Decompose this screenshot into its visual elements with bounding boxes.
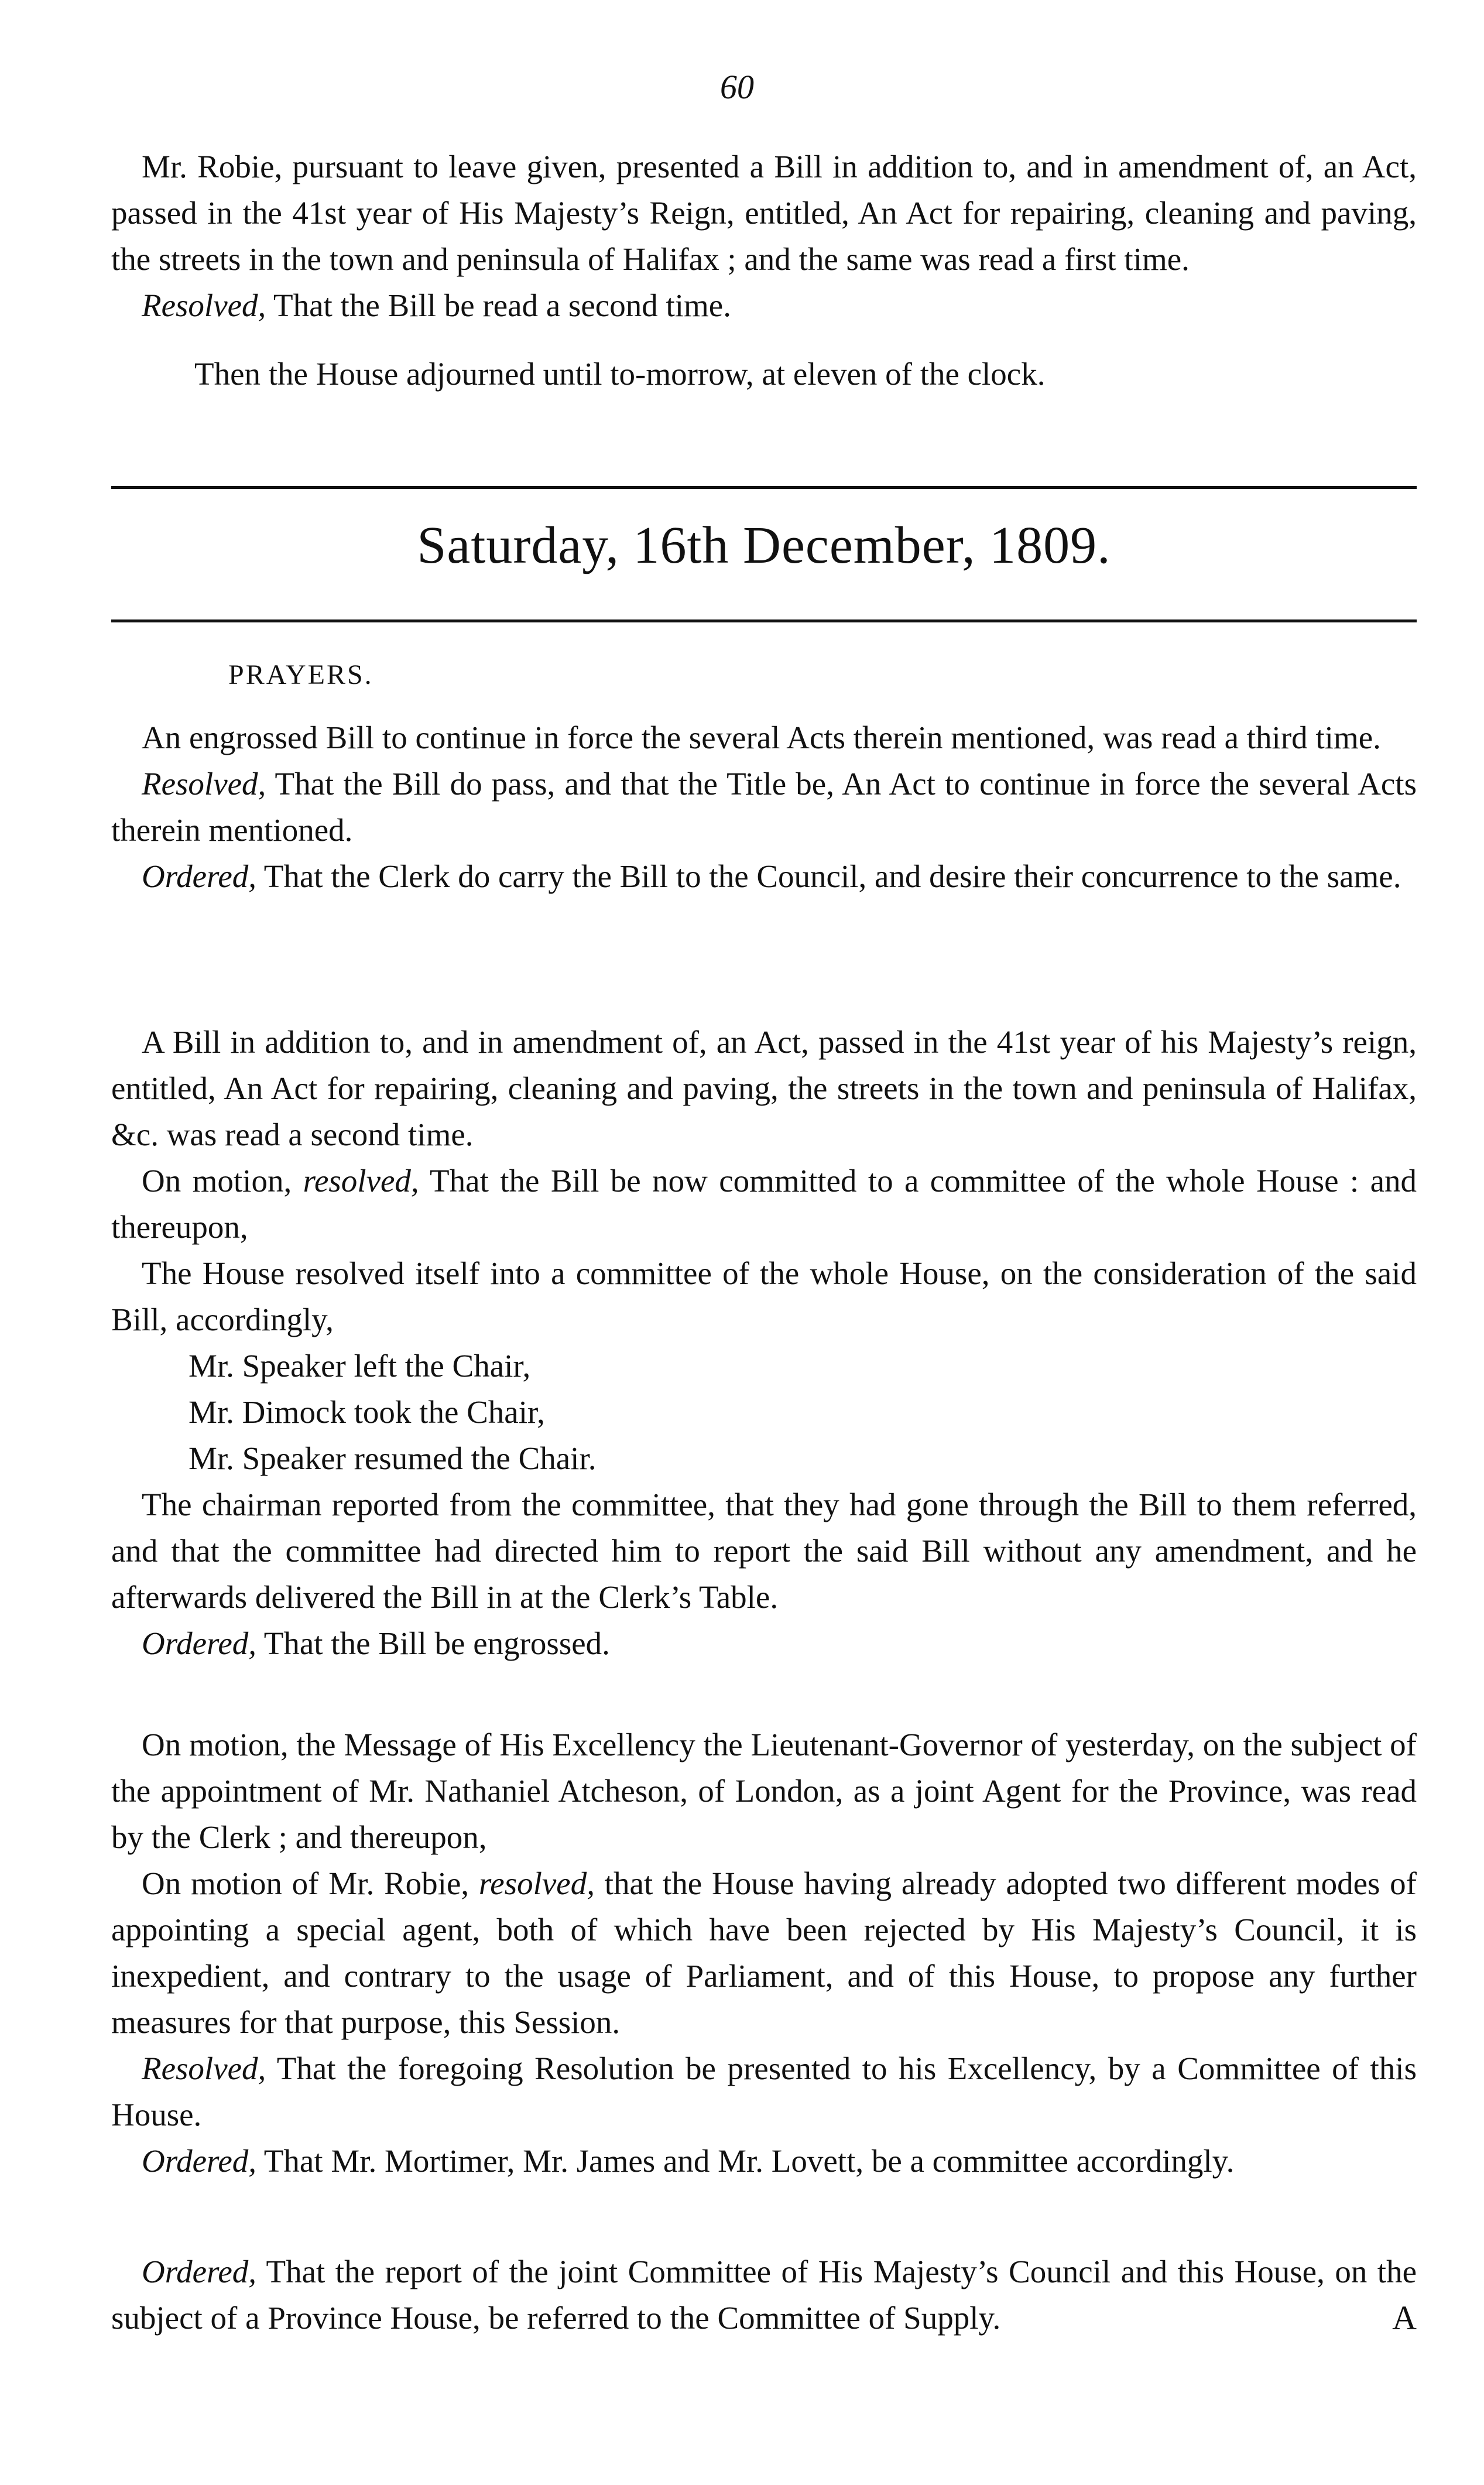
paragraph-bill-presented: Mr. Robie, pursuant to leave given, presented a Bill in addition to, and in amendment of, an Act, passed in the 41st year of His Majesty’s Reign, entitled, An Act for repairing, cleaning and paving, the streets in the town and peninsula of Halifax ; and the same was read a first time. [111,149,1417,277]
paragraph-message-agent: On motion, the Message of His Excellency the Lieutenant-Governor of yesterday, on the subject of the appointment of Mr. Nathaniel Atcheson, of London, as a joint Agent for the Province, was read by the Clerk ; and thereupon, [111,1727,1417,1855]
paragraph-chairman-reported: The chairman reported from the committee, that they had gone through the Bill to them referred, and that the committee had directed him to report the said Bill without any amendment, and he afterwards delivered the Bill in at the Clerk’s Table. [111,1487,1417,1615]
paragraph-ordered-province-house [111,2248,1417,2341]
resolved-label: resolved, [303,1163,419,1199]
paragraph-ordered-engrossed [111,1620,1417,1666]
motion-prefix: On motion, [142,1163,303,1199]
resolved-text: That the Bill do pass, and that the Title be, An Act to continue in force the several Acts therein mentioned. [111,766,1417,848]
ordered-label: Ordered, [142,2143,257,2179]
bottom-divider-rule [111,619,1417,622]
paragraph-engrossed-bill: An engrossed Bill to continue in force the several Acts therein mentioned, was read a third time. [142,720,1381,755]
ordered-text: That the Bill be engrossed. [256,1625,610,1661]
paragraph-resolved-second-reading [111,282,1417,328]
proceedings-block-1 [111,143,1417,397]
paragraph-ordered-committee [111,2138,1417,2184]
catchword: A [1392,2299,1417,2337]
prayers-heading: PRAYERS. [228,659,373,690]
proceedings-block-2 [111,714,1417,899]
paragraph-resolved-pass [111,761,1417,853]
proceedings-block-3 [111,1019,1417,1666]
resolved-label: resolved, [478,1866,595,1901]
resolved-text: that the House having already adopted two different modes of appointing a special agent, both of which have been rejected by His Majesty’s Council, it is inexpedient, and contrary to the usage of Parliament, and of this House, to propose any further measures for that purpose, this Session. [111,1866,1417,2040]
ordered-text: That Mr. Mortimer, Mr. James and Mr. Lovett, be a committee accordingly. [256,2143,1235,2179]
line-speaker-resumed: Mr. Speaker resumed the Chair. [189,1440,597,1476]
paragraph-resolved-presented [111,2045,1417,2138]
proceedings-block-4 [111,1721,1417,2184]
line-dimock-took: Mr. Dimock took the Chair, [189,1394,545,1430]
resolved-label: Resolved, [142,287,266,323]
paragraph-bill-second-reading: A Bill in addition to, and in amendment of, an Act, passed in the 41st year of his Majesty’s reign, entitled, An Act for repairing, cleaning and paving, the streets in the town and peninsula of Halifax, &c. was read a second time. [111,1024,1417,1152]
resolved-text: That the Bill be read a second time. [266,287,731,323]
resolved-label: Resolved, [142,766,266,802]
paragraph-committee-whole-house: The House resolved itself into a committee of the whole House, on the consideration of the said Bill, accordingly, [111,1255,1417,1337]
date-heading: Saturday, 16th December, 1809. [417,516,1111,574]
paragraph-motion-committed [111,1158,1417,1250]
page-number: 60 [720,68,754,106]
motion-prefix: On motion of Mr. Robie, [142,1866,479,1901]
paragraph-motion-robie [111,1860,1417,2045]
ordered-label: Ordered, [142,2254,257,2289]
ordered-label: Ordered, [142,858,257,894]
ordered-text: That the report of the joint Committee of His Majesty’s Council and this House, on the subject of a Province House, be referred to the Committee of Supply. [111,2254,1417,2336]
top-divider-rule [111,486,1417,489]
ordered-label: Ordered, [142,1625,257,1661]
resolved-label: Resolved, [142,2051,266,2086]
proceedings-block-5 [111,2248,1417,2341]
line-speaker-left: Mr. Speaker left the Chair, [189,1348,531,1384]
paragraph-adjourned: Then the House adjourned until to-morrow, at eleven of the clock. [194,356,1046,392]
resolved-text: That the Bill be now committed to a committee of the whole House : and thereupon, [111,1163,1417,1245]
paragraph-ordered-council [111,853,1417,899]
resolved-text: That the foregoing Resolution be presented to his Excellency, by a Committee of this House. [111,2051,1417,2133]
ordered-text: That the Clerk do carry the Bill to the Council, and desire their concurrence to the same. [256,858,1401,894]
